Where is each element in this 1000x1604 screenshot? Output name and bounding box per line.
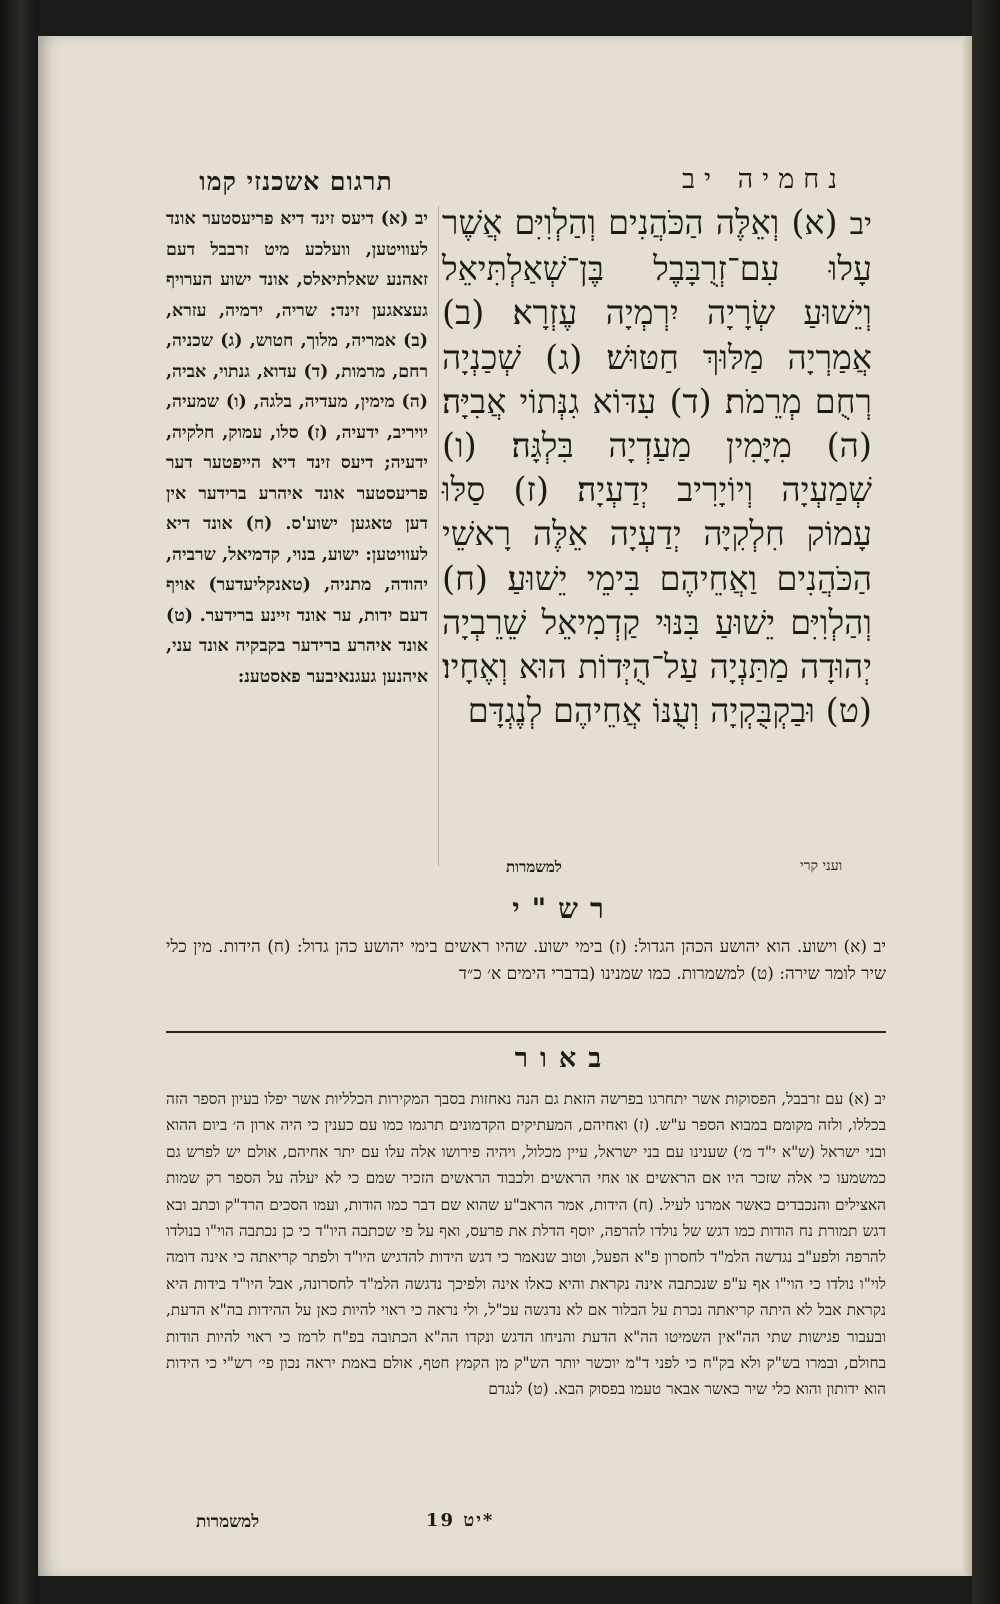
- section-rule: [166, 1031, 886, 1033]
- footer-catchword: למשמרות: [196, 1512, 260, 1532]
- hebrew-verses: (א) וְאֵלֶּה הַכֹּהֲנִים וְהַלְוִיִּם אֲשֶׁר עָלוּ עִם־זְרֻבָּבֶל בֶּן־שְׁאַלְתִּיאֵל וְיֵשׁוּעַ שְׂרָיָה יִרְמְיָה עֶזְרָא׃ (ב) אֲמַרְיָה מַלּוּךְ חַטּוּשׁ׃ (ג) שְׁכַנְיָה רְחֻם מְרֵמֹת׃ (ד) עִדּוֹא גִנְּתוֹי אֲבִיָּה׃ (ה) מִיָּמִין מַעַדְיָה בִּלְגָּה׃ (ו) שְׁמַעְיָה וְיוֹיָרִיב יְדַעְיָה׃ (ז) סַלּוּ עָמוֹק חִלְקִיָּה יְדַעְיָה אֵלֶּה רָאשֵׁי הַכֹּהֲנִים וַאֲחֵיהֶם בִּימֵי יֵשׁוּעַ׃ (ח) וְהַלְוִיִּם יֵשׁוּעַ בִּנּוּי קַדְמִיאֵל שֵׁרֵבְיָה יְהוּדָה מַתַּנְיָה עַל־הֻיְּדוֹת הוּא וְאֶחָיו׃ (ט) וּבַקְבֻּקְיָה וְעֻנּוֹ אֲחֵיהֶם לְנֶגְדָּם: [442, 203, 872, 731]
- book-page: [38, 36, 962, 1576]
- catchword-qere: ועני קרי: [800, 858, 843, 874]
- signature-mark: יט 19*: [426, 1510, 495, 1531]
- targum-column: יב (א) דיעס זינד דיא פריעסטער אונד לעוויטען, וועלכע מיט זרבבל דעם זאהנע שאלתיאלס, אונד ישוע הערויף געצאגען זינד: שריה, ירמיה, עזרא, (ב) אמריה, מלוך, חטוש, (ג) שכניה, רחם, מרמות, (ד) עדוא, גנתוי, אביה, (ה) מימין, מעדיה, בלגה, (ו) שמעיה, יויריב, ידעיה, (ז) סלו, עמוק, חלקיה, ידעיה; דיעס זינד דיא הייפטער דער פריעסטער אונד איהרע ברידער אין דען טאגען ישוע'ס. (ח) אונד דיא לעוויטען: ישוע, בנוי, קדמיאל, שרביה, יהודה, מתניה, (טאנקליעדער) אויף דעם ידות, ער אונד זיינע ברידער. (ט) אונד איהרע ברידער בקבקיה אונד עני, איהנען געגנאיבער פאסטענ:: [166, 209, 428, 687]
- hebrew-text-column: [442, 201, 872, 841]
- rashi-title: רש"י: [512, 892, 616, 925]
- targum-header: תרגום אשכנזי קמו: [199, 167, 393, 196]
- column-divider: [438, 206, 439, 866]
- biur-commentary: יב (א) עם זרבבל, הפסוקות אשר יתחרגו בפרשה הזאת גם הנה נאחזות בסבך המקירות הכלליות אשר יפלו בעיון הספר הזה בכללו, ולזה מקומם במבוא הספר ע"ש. (ז) ואחיהם, המעתיקים הקדמונים תרגמו כמו עם כענין כי היה ארון ה׳ ביום ההוא ובני ישראל (ש"א י"ד מ׳) שענינו עם בני ישראל, עיין מכלול, ויהיה פירושו אלה עלו עם יתר אחיהם, אולם יש לפרש גם כמשמעו כי אלה שזכר היו אם הראשים או אחי הראשים ולכבוד הראשים הזכיר שמם כי לא יעלה על הספר רק שמות האצילים והנכבדים כאשר אמרנו לעיל. (ח) הידות, אמר הראב"ע שהוא שם דבר כמו הודות, ועמו הסכים הרד"ק וכתב ובא דגש תמורת נח הודות כמו דגש של נולדו להרפה, יוסף הדלת את פרעס, ואף על פי שכתבה היו"ד כי כן נכתבה הוי"ו בנולדו להרפה ולפע"ב נגדשה הלמ"ד לחסרון פ"א הפעל, וטוב שנאמר כי דגש הידות להדגיש היו"ד ולפתר קריאתה כי אינה דומה לוי"ו נולדו כי הוי"ו אף ע"פ שנכתבה אינה נקראת והיא כאלו אינה ולפיכך נדגשה הלמ"ד לחסרונה, אבל היו"ד בידות היא נקראת אבל לא היתה קריאתה נכרת על הבלור אם לא נדגשה עכ"ל, ולי נראה כי ראוי להיות כאן על ההידות בה"א הדעת, ובעבור פגישות שתי הה"אין השמיטו הה"א הדעת והניחו הדגש ונקדו הה"א הכתובה בפ"ח לרמז כי ראוי להיות הודות בחולם, ובמרו בש"ק ולא בק"ח כי לפני ד"מ יוכשר יותר הש"ק מן הקמץ חטף, אולם באמת יראה נכון פי׳ רש"י כי הידות הוא ידותון והוא כלי שיר כאשר אבאר טעמו בפסוק הבא. (ט) לנגדם: [166, 1090, 886, 1399]
- catchword-left: למשמרות: [506, 858, 562, 876]
- chapter-number: יב: [849, 207, 872, 242]
- book-cover-right: [972, 0, 1000, 1604]
- book-cover-left: [0, 0, 38, 1604]
- rashi-commentary: יב (א) וישוע. הוא יהושע הכהן הגדול: (ז) בימי ישוע. שהיו ראשים בימי יהושע כהן גדול: (ח) הידות. מין כלי שיר לומר שירה: (ט) למשמרות. כמו שמנינו (בדברי הימים א׳ כ״ד: [166, 937, 886, 984]
- biur-title: באור: [514, 1043, 614, 1074]
- chapter-header: נחמיה יב: [681, 164, 846, 195]
